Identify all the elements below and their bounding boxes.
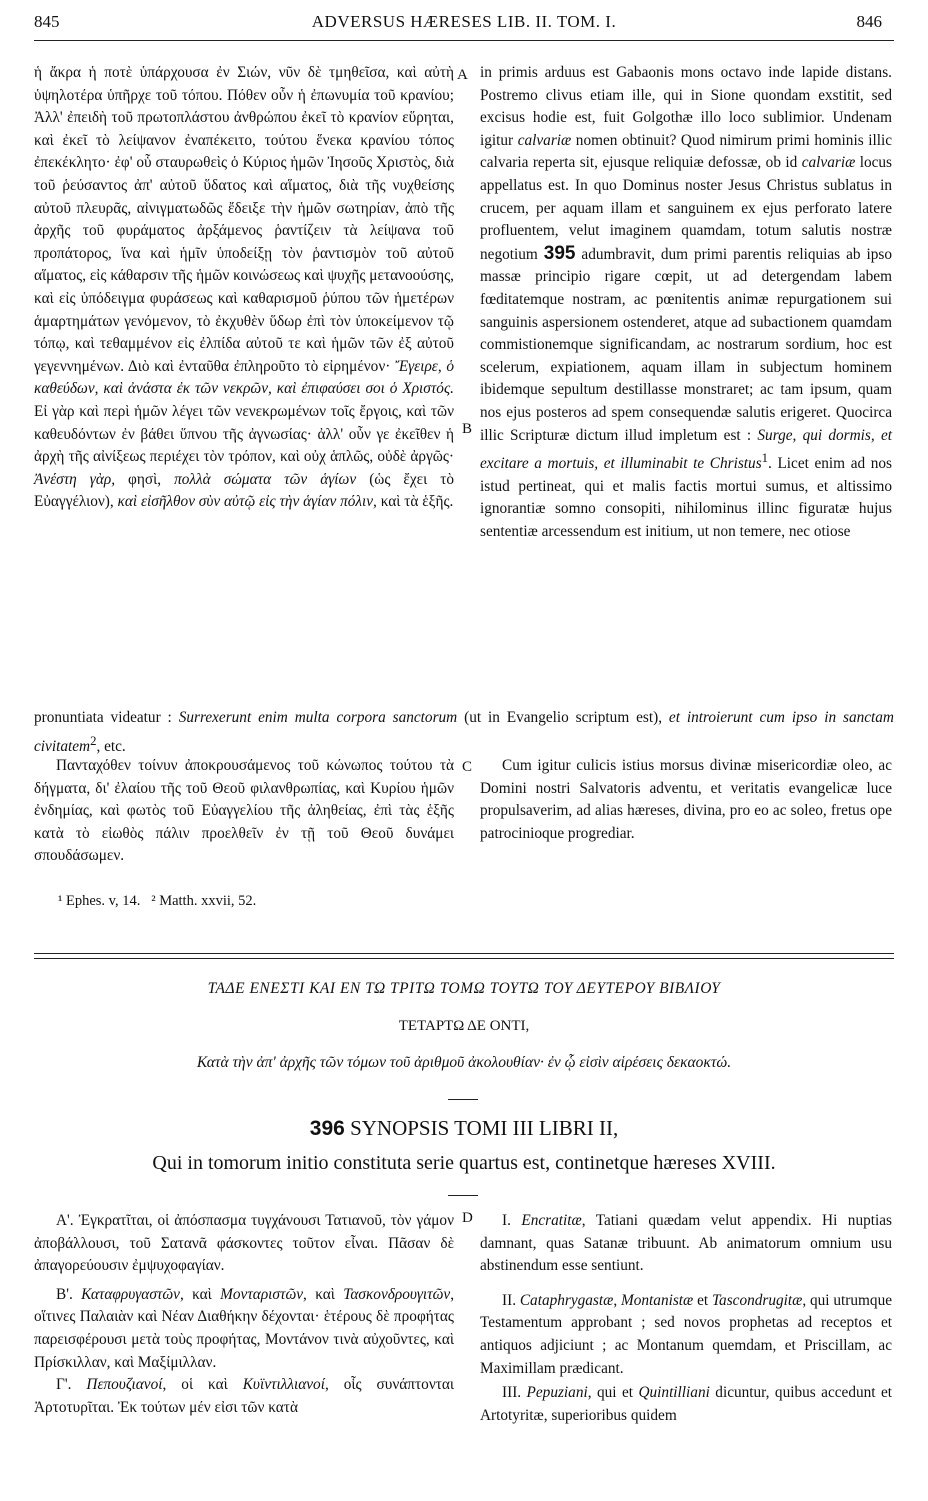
latin-text: nomen obtinuit? Quod nimirum primi hominis illic calvaria reperta sit, ejusque reliquiæ defossæ, ob id — [480, 131, 892, 172]
greek-quote: καὶ εἰσῆλθον σὺν αὐτῷ εἰς τὴν ἁγίαν πόλιν, — [117, 493, 377, 511]
footnote-ref: 2 — [90, 733, 97, 748]
item-text: , οἵτινες Παλαιὰν καὶ Νέαν Διαθήκην δέχονται· ἑτέρους δὲ προφήτας παρεισφέρουσι μετὰ τοὺς προφήτας, Μοντάνον τινὰ αὐχοῦντες, καὶ Πρίσκιλλαν, καὶ Μαξίμιλλαν. — [34, 1285, 455, 1371]
latin-text: adumbravit, dum primi parentis reliquias ab ipso massæ principio rigare cœpit, ut ad detergendam labem fœditatemque nostram, ac pœnitentis animæ repurgationem sui sanguinis aspersionem ostenderet, atque ad subactionem quamdam commistionemque significandam, ac nostrarum sordium, hoc est scelerum, expiationem, aquam illam in subjectum hominem ibidemque sepultum destillasse monstraret; ac tam ipsum, quam nos ejus posteros ad spem consequendæ salutis erigeret. Quocirca illic Scripturæ dictum illud impletum est : — [480, 245, 892, 444]
latin-term: calvariæ — [801, 154, 856, 172]
heresy-name: Πεπουζιανοί — [86, 1376, 163, 1394]
short-rule — [448, 1195, 478, 1196]
heresy-name: Encratitæ — [521, 1212, 582, 1229]
synopsis-item — [34, 1374, 454, 1419]
greek-text: καὶ τὰ ἑξῆς. — [380, 493, 454, 511]
item-text: , καὶ — [179, 1285, 212, 1303]
latin-quote: Surge, qui dormis, et excitare a mortuis, et illuminabit te Christus — [480, 426, 892, 473]
item-text: , qui utrumque Testamentum approbant ; sed novos prophetas ad receptos et antiquos adjiciunt ; ac Montanum quemdam, et Priscillam, ac Maximillam prædicant. — [480, 1291, 893, 1377]
synopsis-item — [34, 1284, 454, 1374]
heresy-name: Κυϊντιλλιανοί — [242, 1376, 325, 1394]
greek-paragraph: Πανταχόθεν τοίνυν ἀποκρουσάμενος τοῦ κώνωπος τούτου τὰ δήγματα, δι' ἐλαίου τῆς τοῦ Θεοῦ φιλανθρωπίας, καὶ Κυρίου ἡμῶν ἐνδημίας, καὶ φωτὸς τοῦ Εὐαγγελίου τῆς ἀληθείας, ἐπὶ τὰς ἑξῆς κατὰ τὸ εἰωθὸς πάλιν προελθεῖν ἐν τῇ τοῦ Θεοῦ δυνάμει σπουδάσωμεν. — [34, 757, 454, 865]
margin-letter-a: A — [457, 67, 468, 83]
item-number: II. — [502, 1291, 517, 1309]
running-header — [0, 8, 928, 38]
heresy-name: Τασκονδρουγιτῶν — [343, 1285, 451, 1303]
item-number: III. — [502, 1384, 522, 1402]
item-number: I. — [502, 1212, 511, 1229]
margin-letter-d: D — [462, 1210, 473, 1226]
synopsis-item — [480, 1210, 892, 1278]
greek-column-top — [34, 62, 454, 514]
latin-text: (ut in Evangelio scriptum est), — [464, 709, 663, 726]
margin-letter-b: B — [462, 421, 473, 437]
greek-text: (ὡς ἔχει τὸ Εὐαγγέλιον), — [34, 470, 454, 511]
latin-section-title: SYNOPSIS TOMI III LIBRI II, — [350, 1116, 619, 1140]
greek-quote: Ἀνέστη γὰρ, — [34, 470, 116, 488]
heresy-name: Montanistæ — [621, 1291, 694, 1309]
section-divider — [34, 953, 894, 959]
item-text: , καὶ — [303, 1285, 335, 1303]
item-number: Β'. — [56, 1285, 73, 1303]
greek-quote: Ἔγειρε, ὁ καθεύδων, καὶ ἀνάστα ἐκ τῶν νεκρῶν, καὶ ἐπιφαύσει σοι ὁ Χριστός. — [34, 357, 454, 398]
item-text: dicuntur, quibus accedunt et Artotyritæ, superioribus quidem — [480, 1384, 892, 1424]
item-number: Γ'. — [56, 1376, 72, 1394]
latin-quote: Surrexerunt enim multa corpora sanctorum — [178, 709, 458, 726]
page-number-left: 845 — [34, 12, 60, 31]
footnotes: ¹ Ephes. v, 14. ² Matth. xxvii, 52. — [58, 893, 257, 909]
header-rule — [34, 40, 894, 41]
heresy-name: Pepuziani — [526, 1384, 588, 1402]
heresy-name: Ἐγκρατῖται — [78, 1212, 149, 1229]
greek-text: φησὶ, — [128, 470, 162, 488]
latin-paragraph: Cum igitur culicis istius morsus divinæ misericordiæ oleo, ac Domini nostri Salvatoris adventu, et veritatis evangelicæ luce propulsaverim, ad alias hæreses, divina, pro eo ac soleo, fretus ope patrocinioque progrediar. — [480, 757, 892, 842]
short-rule — [448, 1099, 478, 1100]
migne-column-number: 396 — [309, 1117, 345, 1140]
item-text: , οἱ καὶ — [162, 1376, 228, 1394]
footnote-ref: 1 — [761, 451, 769, 466]
latin-section-subtitle: Qui in tomorum initio constituta serie quartus est, continetque hæreses XVIII. — [152, 1152, 776, 1174]
greek-section-subtitle: ΤΕΤΑΡΤΩ ΔΕ ΟΝΤΙ, — [398, 1018, 530, 1034]
greek-section-line: Κατὰ τὴν ἀπ' ἀρχῆς τῶν τόμων τοῦ ἀριθμοῦ ἀκολουθίαν· ἐν ᾧ εἰσὶν αἱρέσεις δεκαοκτώ. — [196, 1054, 732, 1071]
latin-text: locus appellatus est. In quo Dominus noster Jesus Christus sublatus in crucem, per aquam illam et sanguinem ex ejus perforato latere profluentem, velut imaginem quamdam, totum salutis nostræ negotium — [480, 154, 893, 263]
item-text: et — [697, 1291, 709, 1309]
heresy-name: Cataphrygastæ — [519, 1291, 614, 1309]
margin-letter-c: C — [462, 759, 473, 775]
item-text: , οἷς συνάπτονται Ἀρτοτυρῖται. Ἐκ τούτων μέν εἰσι τῶν κατὰ — [34, 1376, 455, 1416]
synopsis-item — [34, 1210, 454, 1278]
latin-term: calvariæ — [517, 131, 572, 149]
latin-quote: et introierunt cum ipso in sanctam civitatem — [34, 709, 894, 755]
latin-text: pronuntiata videatur : — [34, 709, 172, 726]
item-text: , — [613, 1291, 618, 1309]
latin-text: , etc. — [96, 737, 126, 755]
greek-quote: πολλὰ σώματα τῶν ἁγίων — [174, 470, 357, 488]
greek-synopsis — [34, 1210, 454, 1419]
greek-conclusion — [34, 755, 454, 868]
heresy-name: Tascondrugitæ — [711, 1291, 803, 1309]
latin-text: in primis arduus est Gabaonis mons octavo inde lapide distans. Postremo clivus etiam ille, qui in Sione quondam exstitit, sed excisus hodie est, fuit Golgothæ illo loco sublimior. Undenam igitur — [480, 64, 892, 149]
heresy-name: Μονταριστῶν — [220, 1285, 304, 1303]
item-text: , οἱ ἀπόσπασμα τυγχάνουσι Τατιανοῦ, τὸν γάμον ἀποβάλλουσι, τοῦ Σατανᾶ φάσκοντες τοῦτον εἶναι. Πᾶσαν δὲ ἀπαγορεύουσιν ἐμψυχοφαγίαν. — [34, 1212, 454, 1275]
latin-text: . Licet enim ad nos istud pertineat, qui et malis factis mortui sumus, et altissimo ignorantiæ somno consopiti, nihilominus illinc figuratæ hujus sententiæ arcessendum est initium, ut non temere, nec otiose — [480, 455, 892, 540]
latin-synopsis — [480, 1210, 892, 1427]
full-width-continuation — [34, 707, 894, 758]
heresy-name: Καταφρυγαστῶν — [81, 1285, 180, 1303]
page-number-right: 846 — [856, 12, 882, 31]
latin-column-top — [480, 62, 892, 544]
item-text: , qui et — [587, 1384, 634, 1402]
synopsis-item — [480, 1290, 892, 1380]
migne-column-number: 395 — [543, 242, 576, 264]
synopsis-item — [480, 1382, 892, 1427]
greek-section-title: ΤΑΔΕ ΕΝΕΣΤΙ ΚΑΙ ΕΝ ΤΩ ΤΡΙΤΩ ΤΟΜΩ ΤΟΥΤΩ ΤΟΥ ΔΕΥΤΕΡΟΥ ΒΙΒΛΙΟΥ — [207, 980, 721, 997]
greek-text: Εἰ γὰρ καὶ περὶ ἡμῶν λέγει τῶν νενεκρωμένων τοῖς ἔργοις, καὶ τῶν καθευδόντων ἐν βάθει ὕπνου τῆς ἀγνωσίας· ἀλλ' οὖν γε ἐκεῖθεν ἡ ἀρχὴ τῆς αἰνίξεως περιέχει τὸν τρόπον, καὶ οὐχ ἁπλῶς, οὐδὲ ἀργῶς· — [34, 402, 454, 466]
greek-text: ἡ ἄκρα ἡ ποτὲ ὑπάρχουσα ἐν Σιών, νῦν δὲ τμηθεῖσα, καὶ αὐτὴ ὑψηλοτέρα ὑπῆρχε τοῦ τόπου. Πόθεν οὖν ἡ ἐπωνυμία τοῦ κρανίου; Ἀλλ' ἐπειδὴ τοῦ πρωτοπλάστου ἀνθρώπου ἐκεῖ τὸ κρανίον εὕρηται, καὶ ἐκεῖ τὸ λείψανον ἐναπέκειτο, τούτου ἕνεκα κρανίου τόπος ἐπεκέκλητο· ἐφ' οὗ σταυρωθεὶς ὁ Κύριος ἡμῶν Ἰησοῦς Χριστὸς, διὰ τοῦ ῥεύσαντος ἀπ' αὐτοῦ ὕδατος καὶ αἵματος, διὰ τῆς νυχθείσης αὐτοῦ πλευρᾶς, αἰνιγματωδῶς ἔδειξε τὴν ἡμῶν σωτηρίαν, ἀπὸ τῆς ἀρχῆς τοῦ φυράματος ἀρξάμενος ῥαντίζειν τὰ λείψανα τοῦ προπάτορος, ἵνα καὶ ἡμῖν ὑποδείξῃ τὸν ῥαντισμὸν τοῦ αὐτοῦ αἵματος, εἰς κάθαρσιν τῆς ἡμῶν κοινώσεως καὶ ψυχῆς μετανοούσης, καὶ εἰς ὑπόδειγμα φυράσεως καὶ καθαρισμοῦ ῥύπου τῶν ἡμετέρων ἁμαρτημάτων γενόμενον, τὸ ἐκχυθὲν ὕδωρ ἐπὶ τὸν ὑποκείμενον τῷ τόπῳ, καὶ τεθαμμένον εἰς ἐλπίδα αὐτοῦ τε καὶ ἡμῶν τῶν ἐξ αὐτοῦ γεγεννημένων. Διὸ καὶ ἐνταῦθα ἐπληροῦτο τὸ εἰρημένον· — [34, 64, 454, 375]
item-text: , Tatiani quædam velut appendix. Hi nuptias damnant, quas Satanæ tribuunt. Ab animatorum omnium usu abstinendum esse sentiunt. — [480, 1212, 892, 1275]
latin-section-heading — [0, 1116, 928, 1141]
latin-conclusion — [480, 755, 892, 845]
heresy-name: Quintilliani — [638, 1384, 710, 1402]
running-title: ADVERSUS HÆRESES LIB. II. TOM. I. — [311, 12, 617, 31]
item-number: Α'. — [56, 1212, 74, 1229]
